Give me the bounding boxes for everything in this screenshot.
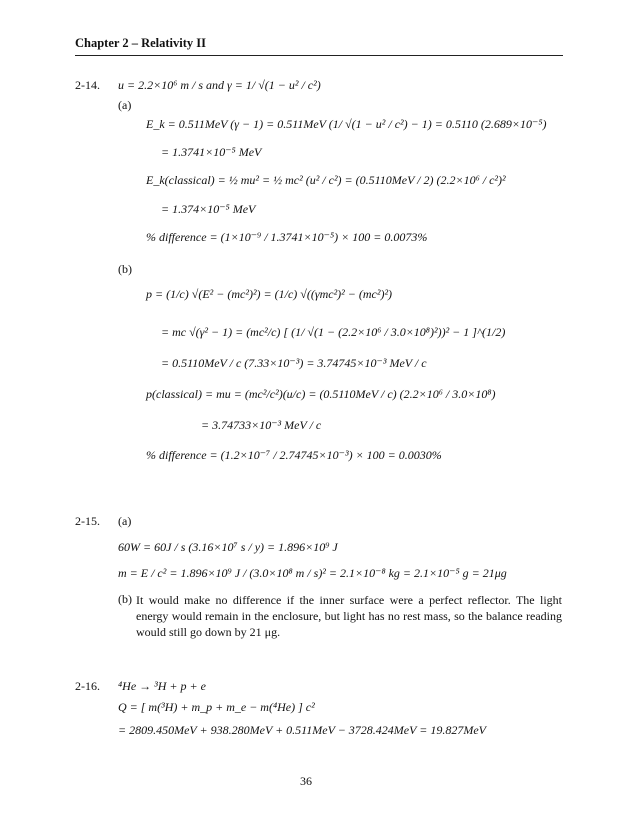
page-number: 36 [300,774,312,788]
equation-line: Q = [ m(³H) + m_p + m_e − m(⁴He) ] c² [118,700,315,714]
equation-line: = 1.374×10⁻⁵ MeV [161,202,256,216]
answer-paragraph: It would make no difference if the inner surface were a perfect reflector. The light energy would remain in the enclosure, but light has no rest mass, so the balance reading would still go down by 21 μg. [136,593,562,639]
problem-number: 2-15. [75,514,100,528]
problem-number: 2-14. [75,78,100,92]
chapter-header: Chapter 2 – Relativity II [75,36,207,50]
equation-line: E_k = 0.511MeV (γ − 1) = 0.511MeV (1/ √(1 − u² / c²) − 1) = 0.5110 (2.689×10⁻⁵) [146,117,547,131]
header-rule [75,55,563,56]
equation-line: m = E / c² = 1.896×10⁹ J / (3.0×10⁸ m / s)² = 2.1×10⁻⁸ kg = 2.1×10⁻⁵ g = 21μg [118,566,507,580]
problem-number: 2-16. [75,679,100,693]
part-label: (b) [118,592,132,606]
equation-line: 60W = 60J / s (3.16×10⁷ s / y) = 1.896×10⁹ J [118,540,338,554]
equation-line: % difference = (1.2×10⁻⁷ / 2.74745×10⁻³) × 100 = 0.0030% [146,448,442,462]
equation-line: p = (1/c) √(E² − (mc²)²) = (1/c) √((γmc²)² − (mc²)²) [146,287,393,301]
part-label: (b) [118,262,132,276]
equation-line: ⁴He → ³H + p + e [118,679,206,693]
equation-line: % difference = (1×10⁻⁹ / 1.3741×10⁻⁵) × 100 = 0.0073% [146,230,428,244]
equation-line: = 0.5110MeV / c (7.33×10⁻³) = 3.74745×10⁻³ MeV / c [161,356,427,370]
equation-line: = 1.3741×10⁻⁵ MeV [161,145,262,159]
equation-line: = mc √(γ² − 1) = (mc²/c) [ (1/ √(1 − (2.2×10⁶ / 3.0×10⁸)²))² − 1 ]^(1/2) [161,325,506,339]
equation-line: = 3.74733×10⁻³ MeV / c [201,418,322,432]
part-label: (a) [118,514,132,528]
equation-line: = 2809.450MeV + 938.280MeV + 0.511MeV − 3728.424MeV = 19.827MeV [118,723,486,737]
equation-line: p(classical) = mu = (mc²/c²)(u/c) = (0.5110MeV / c) (2.2×10⁶ / 3.0×10⁸) [146,387,496,401]
equation-line: E_k(classical) = ½ mu² = ½ mc² (u² / c²) = (0.5110MeV / 2) (2.2×10⁶ / c²)² [146,173,506,187]
part-label: (a) [118,98,132,112]
given-equation: u = 2.2×10⁶ m / s and γ = 1/ √(1 − u² / c²) [118,78,321,92]
